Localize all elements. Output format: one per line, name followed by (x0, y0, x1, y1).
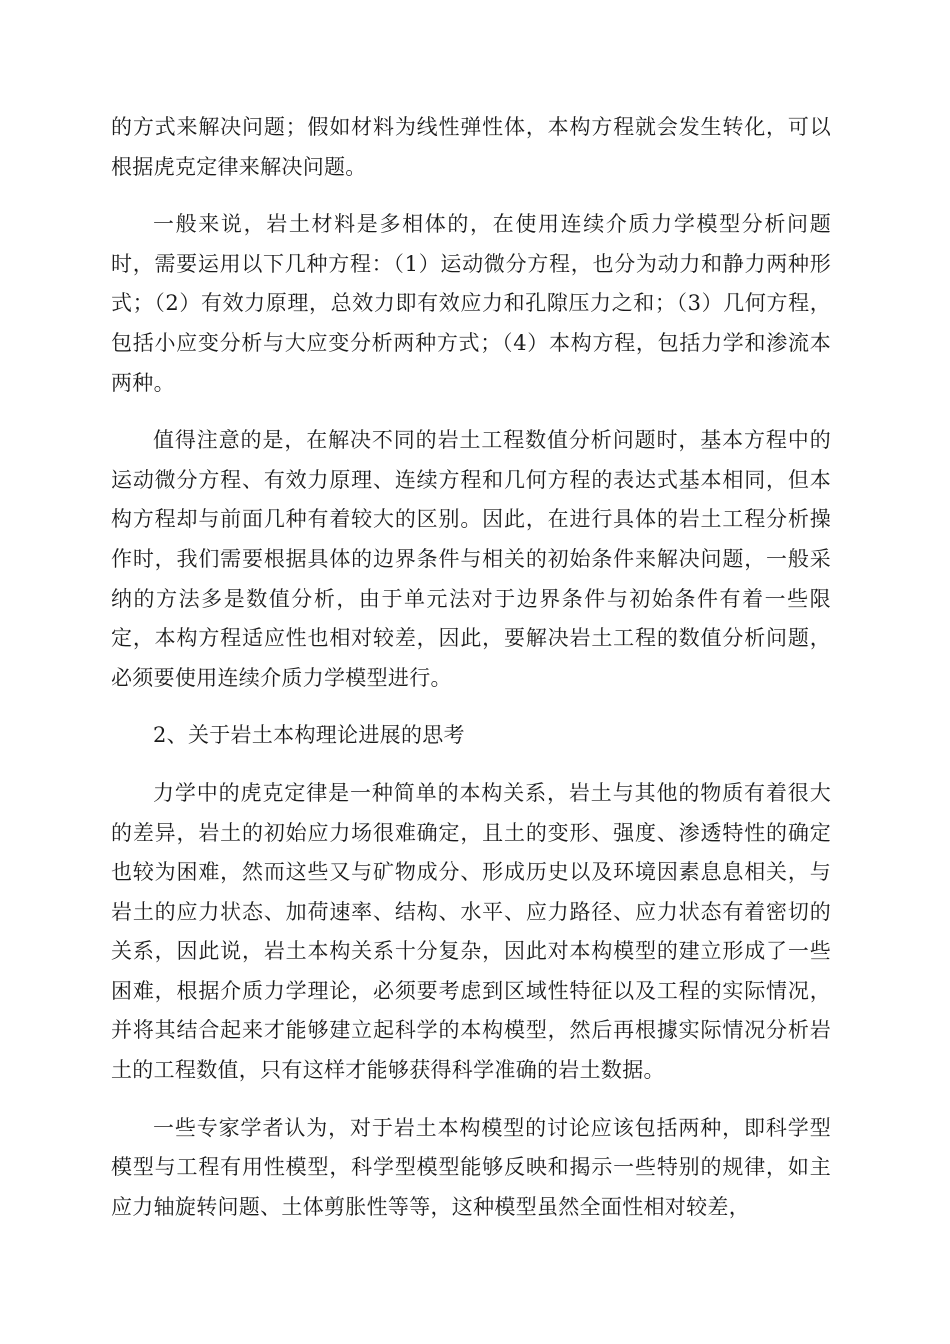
paragraph-constitutive-difference: 值得注意的是，在解决不同的岩土工程数值分析问题时，基本方程中的运动微分方程、有效力原理、连续方程和几何方程的表达式基本相同，但本构方程却与前面几种有着较大的区别。因此，在进行具体的岩土工程分析操作时，我们需要根据具体的边界条件与相关的初始条件来解决问题，一般采纳的方法多是数值分析，由于单元法对于边界条件与初始条件有着一些限定，本构方程适应性也相对较差，因此，要解决岩土工程的数值分析问题，必须要使用连续介质力学模型进行。 (111, 428, 831, 690)
paragraph-equations: 一般来说，岩土材料是多相体的，在使用连续介质力学模型分析问题时，需要运用以下几种方程：（1）运动微分方程，也分为动力和静力两种形式；（2）有效力原理，总效力即有效应力和孔隙压力之和；（3）几何方程，包括小应变分析与大应变分析两种方式；（4）本构方程，包括力学和渗流本两种。 (111, 212, 831, 395)
paragraph-continuation: 的方式来解决问题；假如材料为线性弹性体，本构方程就会发生转化，可以根据虎克定律来解决问题。 (111, 115, 831, 179)
document-page (111, 108, 831, 1245)
paragraph-hooke-law: 力学中的虎克定律是一种简单的本构关系，岩土与其他的物质有着很大的差异，岩土的初始应力场很难确定，且土的变形、强度、渗透特性的确定也较为困难，然而这些又与矿物成分、形成历史以及环境因素息息相关，与岩土的应力状态、加荷速率、结构、水平、应力路径、应力状态有着密切的关系，因此说，岩土本构关系十分复杂，因此对本构模型的建立形成了一些困难，根据介质力学理论，必须要考虑到区域性特征以及工程的实际情况，并将其结合起来才能够建立起科学的本构模型，然后再根據实际情况分析岩土的工程数值，只有这样才能够获得科学准确的岩土数据。 (111, 780, 831, 1083)
paragraph-expert-views: 一些专家学者认为，对于岩土本构模型的讨论应该包括两种，即科学型模型与工程有用性模型，科学型模型能够反映和揭示一些特别的规律，如主应力轴旋转问题、土体剪胀性等等，这种模型虽然全面性相对较差， (111, 1115, 831, 1219)
section-heading: 2、关于岩土本构理论进展的思考 (153, 723, 465, 748)
